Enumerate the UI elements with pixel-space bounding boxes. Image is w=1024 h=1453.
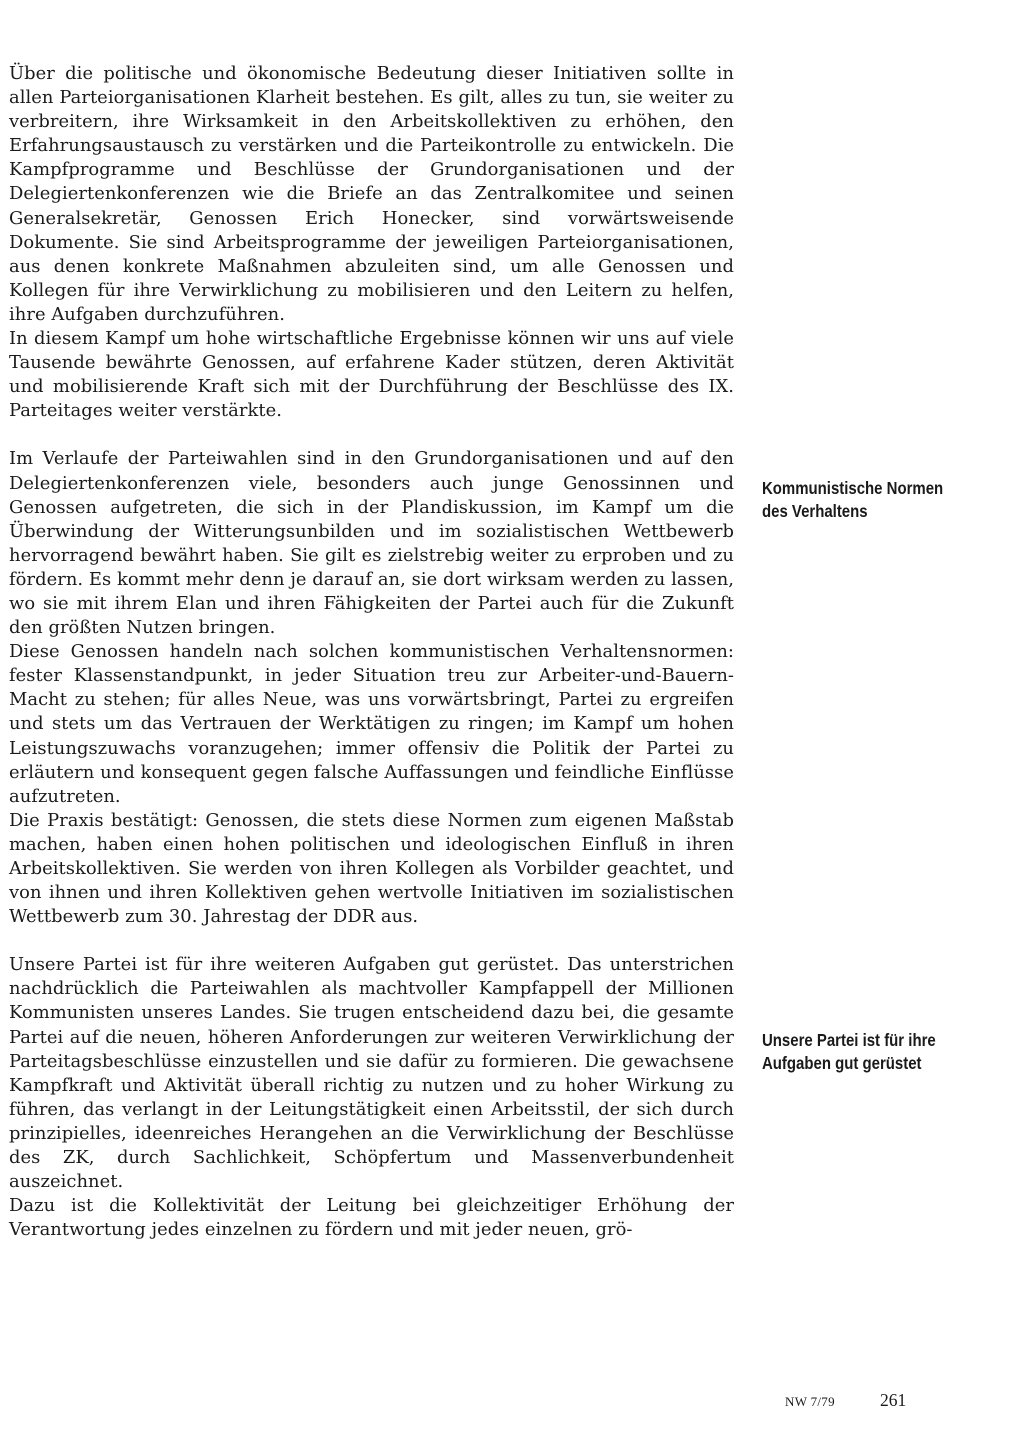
section-party-prepared [9,953,734,1242]
paragraph: In diesem Kampf um hohe wirtschaftliche Ergebnisse können wir uns auf viele Tausende bewährte Genossen, auf erfahrene Kader stützen, deren Aktivität und mobilisierende Kraft sich mit der Durchführung der Beschlüsse des IX. Parteitages weiter verstärkte. [9,328,734,422]
paragraph: Über die politische und ökonomische Bedeutung dieser Initiativen sollte in allen Parteiorganisationen Klarheit bestehen. Es gilt, alles zu tun, sie weiter zu verbreitern, ihre Wirksamkeit in den Arbeitskollektiven zu erhöhen, den Erfahrungsaustausch zu verstärken und die Parteikontrolle zu entwickeln. Die Kampfprogramme und Beschlüsse der Grundorganisationen und der Delegiertenkonferenzen wie die Briefe an das Zentralkomitee und seinen Generalsekretär, Genossen Erich Honecker, sind vorwärtsweisende Dokumente. Sie sind Arbeitsprogramme der jeweiligen Parteiorganisationen, aus denen konkrete Maßnahmen abzuleiten sind, um alle Genossen und Kollegen für ihre Verwirklichung zu mobilisieren und den Leitern zu helfen, ihre Aufgaben durchzuführen. [9,63,734,325]
paragraph: Im Verlaufe der Parteiwahlen sind in den Grundorganisationen und auf den Delegiertenkonferenzen viele, besonders auch junge Genossinnen und Genossen aufgetreten, die sich in der Plandiskussion, im Kampf um die Überwindung der Witterungsunbilden und im sozialistischen Wettbewerb hervorragend bewährt haben. Sie gilt es zielstrebig weiter zu erproben und zu fördern. Es kommt mehr denn je darauf an, sie dort wirksam werden zu lassen, wo sie mit ihrem Elan und ihren Fähigkeiten der Partei auch für die Zukunft den größten Nutzen bringen. [9,448,734,639]
journal-reference: NW 7/79 [785,1394,835,1409]
section-communist-norms [9,447,734,929]
margin-heading-party-prepared: Unsere Partei ist für ihre Aufgaben gut gerüstet [762,1030,936,1073]
paragraph: Diese Genossen handeln nach solchen kommunistischen Verhaltensnormen: fester Klassenstandpunkt, in jeder Situation treu zur Arbeiter-und-Bauern-Macht zu stehen; für alles Neue, was uns vorwärtsbringt, Partei zu ergreifen und stets um das Vertrauen der Werktätigen zu ringen; im Kampf um hohen Leistungszuwachs voranzugehen; immer offensiv die Politik der Partei zu erläutern und konsequent gegen falsche Auffassungen und feindliche Einflüsse aufzutreten. [9,641,734,807]
paragraph: Dazu ist die Kollektivität der Leitung bei gleichzeitiger Erhöhung der Verantwortung jedes einzelnen zu fördern und mit jeder neuen, grö- [9,1195,734,1241]
main-text-column [9,62,734,1242]
margin-heading-communist-norms: Kommunistische Normen des Verhaltens [762,478,944,521]
paragraph: Unsere Partei ist für ihre weiteren Aufgaben gut gerüstet. Das unterstrichen nachdrücklich die Parteiwahlen als machtvoller Kampfappell der Millionen Kommunisten unseres Landes. Sie trugen entscheidend dazu bei, die gesamte Partei auf die neuen, höheren Anforderungen zur weiteren Verwirklichung der Parteitagsbeschlüsse einzustellen und sie dafür zu formieren. Die gewachsene Kampfkraft und Aktivität überall richtig zu nutzen und zu hoher Wirkung zu führen, das verlangt in der Leitungstätigkeit einen Arbeitsstil, der sich durch prinzipielles, ideenreiches Herangehen an die Verwirklichung der Beschlüsse des ZK, durch Sachlichkeit, Schöpfertum und Massenverbundenheit auszeichnet. [9,954,734,1193]
section-initiatives [9,62,734,423]
page-number: 261 [880,1390,907,1410]
paragraph: Die Praxis bestätigt: Genossen, die stets diese Normen zum eigenen Maßstab machen, haben einen hohen politischen und ideologischen Einfluß in ihren Arbeitskollektiven. Sie werden von ihren Kollegen als Vorbilder geachtet, und von ihnen und ihren Kollektiven gehen wertvolle Initiativen im sozialistischen Wettbewerb zum 30. Jahrestag der DDR aus. [9,809,734,928]
